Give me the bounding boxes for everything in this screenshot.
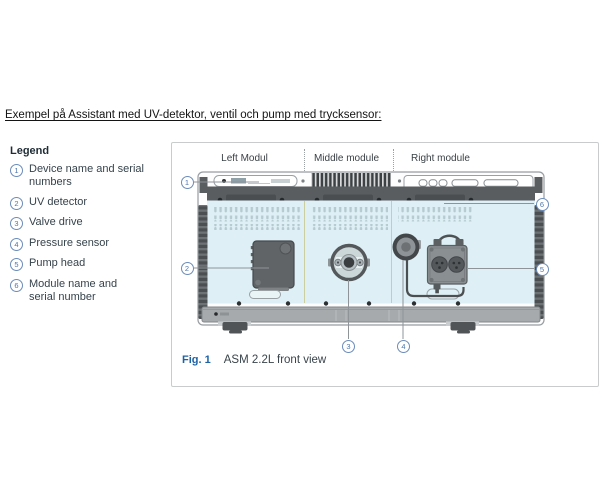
- legend-number-badge: 6: [10, 279, 23, 292]
- module-label-right: Right module: [411, 153, 470, 164]
- uv-detector: [251, 241, 294, 291]
- callout-1: 1: [181, 176, 194, 189]
- device-illustration: [172, 143, 598, 386]
- module-label-middle: Middle module: [313, 153, 380, 164]
- legend: [10, 145, 170, 310]
- legend-item: [10, 278, 170, 304]
- callout-4: 4: [397, 340, 410, 353]
- legend-number-badge: 3: [10, 217, 23, 230]
- legend-number-badge: 1: [10, 164, 23, 177]
- callout-5: 5: [536, 263, 549, 276]
- figure-caption-text: ASM 2.2L front view: [223, 354, 327, 366]
- page-title: Exempel på Assistant med UV-detektor, ventil och pump med trycksensor:: [5, 109, 382, 121]
- figure-caption-number: Fig. 1: [182, 354, 211, 366]
- legend-item: [10, 163, 170, 189]
- callout-6: 6: [536, 198, 549, 211]
- module-label-left: Left Modul: [221, 153, 268, 164]
- legend-item-label: Device name and serial numbers: [29, 163, 144, 188]
- legend-item: [10, 216, 170, 230]
- legend-item-label: Valve drive: [29, 216, 83, 228]
- legend-item-label: Pump head: [29, 257, 86, 269]
- callout-3: 3: [342, 340, 355, 353]
- legend-item: [10, 237, 170, 251]
- legend-number-badge: 2: [10, 197, 23, 210]
- legend-item-label: UV detector: [29, 195, 88, 208]
- legend-item-label: Module name and serial number: [29, 277, 118, 303]
- legend-item-label: Pressure sensor: [29, 236, 110, 249]
- legend-item: [10, 196, 170, 210]
- figure-caption: [182, 354, 326, 366]
- legend-item: [10, 257, 170, 271]
- legend-number-badge: 5: [10, 258, 23, 271]
- legend-title: Legend: [10, 145, 50, 157]
- legend-number-badge: 4: [10, 238, 23, 251]
- figure-frame: [171, 142, 599, 387]
- callout-2: 2: [181, 262, 194, 275]
